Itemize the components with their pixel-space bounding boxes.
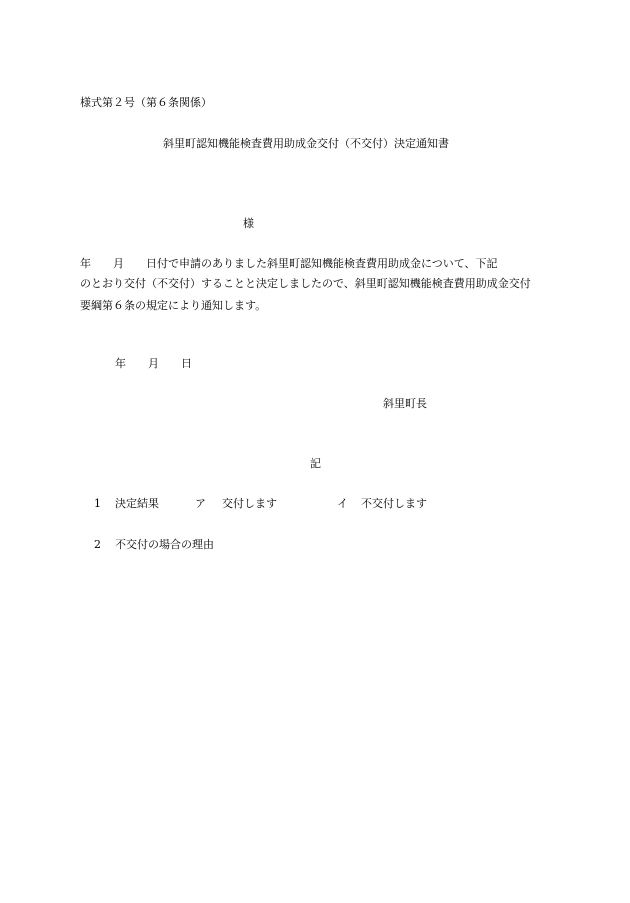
- option-mark: ア: [195, 497, 206, 510]
- body-line: のとおり交付（不交付）することと決定しましたので、斜里町認知機能検査費用助成金交付: [80, 277, 531, 290]
- item-label: 決定結果: [115, 497, 159, 510]
- body-line: 要綱第６条の規定により通知します。: [80, 299, 267, 312]
- option-text: 不交付します: [361, 497, 427, 510]
- item-number: 2: [94, 538, 101, 551]
- item-number: 1: [94, 497, 101, 510]
- option-text: 交付します: [222, 497, 277, 510]
- ki-heading: 記: [310, 457, 321, 470]
- issue-date: 年 月 日: [115, 357, 192, 370]
- document-title: 斜里町認知機能検査費用助成金交付（不交付）決定通知書: [163, 137, 449, 150]
- body-line: 年 月 日付で申請のありました斜里町認知機能検査費用助成金について、下記: [80, 257, 498, 270]
- addressee-suffix: 様: [243, 217, 254, 230]
- form-number: 様式第２号（第６条関係）: [80, 96, 212, 109]
- issuer-name: 斜里町長: [383, 397, 427, 410]
- item-label: 不交付の場合の理由: [115, 538, 214, 551]
- option-mark: イ: [337, 497, 348, 510]
